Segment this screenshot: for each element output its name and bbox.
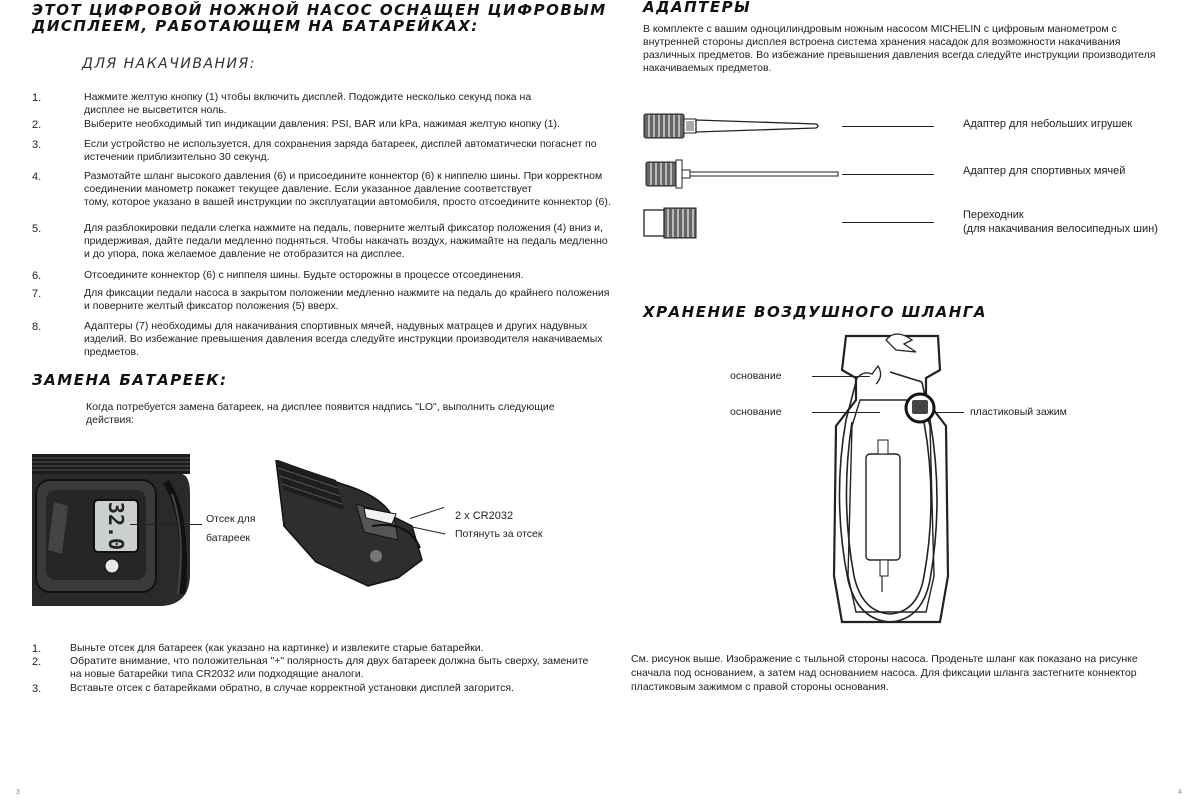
label-base-2: основание xyxy=(730,406,782,418)
label-plastic-clip: пластиковый зажим xyxy=(970,406,1067,418)
step-number: 7. xyxy=(32,288,42,300)
step-text-line: придерживая, дайте педали медленно подняться. Чтобы накачать воздух, нажимайте на педаль медленно xyxy=(84,235,608,247)
step-text-line: Размотайте шланг высокого давления (6) и присоедините коннектор (6) к ниппелю шины. При корректном xyxy=(84,170,603,182)
bike-adapter-label-line-1: Переходник xyxy=(963,209,1024,221)
label-battery-compartment-line-2: батареек xyxy=(206,532,251,544)
adapters-intro-line: В комплекте с вашим одноцилиндровым ножным насосом MICHELIN с цифровым манометром с xyxy=(643,23,1117,35)
adapter-small-toys-illustration xyxy=(642,108,822,144)
step-text-line: и до упора, пока желаемое давление не отобразится на дисплее. xyxy=(84,248,405,260)
step-text-line: соединении манометр покажет текущее давление. Если указанное давление соответствует xyxy=(84,183,532,195)
label-pull-compartment: Потянуть за отсек xyxy=(455,528,543,540)
battery-step-number: 1. xyxy=(32,643,42,655)
bike-adapter-label-line-2: (для накачивания велосипедных шин) xyxy=(963,223,1158,235)
hose-text-line: пластиковым зажимом с правой стороны основания. xyxy=(631,681,889,693)
battery-compartment-photo xyxy=(272,460,428,590)
step-text-line: Если устройство не используется, для сохранения заряда батареек, дисплей автоматически погаснет по xyxy=(84,138,597,150)
battery-step-text-line: Обратите внимание, что положительная "+" полярность для двух батареек должна быть сверху, замените xyxy=(70,655,589,667)
step-text-line: и поверните желтый фиксатор положения (5) вверх. xyxy=(84,300,339,312)
leader-line-base-1 xyxy=(812,376,870,377)
step-text-line: тому, которое указано в вашей инструкции по эксплуатации автомобиля, просто отсоедините коннектор (6). xyxy=(84,196,611,208)
leader-line-compartment xyxy=(130,524,202,525)
adapter-sport-balls-illustration xyxy=(642,158,842,190)
step-text-line: дисплее не высветится ноль. xyxy=(84,104,227,116)
hose-storage-title: ХРАНЕНИЕ ВОЗДУШНОГО ШЛАНГА xyxy=(643,303,987,321)
step-number: 5. xyxy=(32,223,42,235)
leader-line-base-2 xyxy=(812,412,880,413)
battery-section-title: ЗАМЕНА БАТАРЕЕК: xyxy=(32,371,228,389)
step-text-line: Отсоедините коннектор (6) с ниппеля шины. Будьте осторожны в процессе отсоединения. xyxy=(84,269,524,281)
step-text-line: Адаптеры (7) необходимы для накачивания спортивных мячей, надувных матрацев и других надувных xyxy=(84,320,588,332)
battery-step-text-line: Вставьте отсек с батарейками обратно, в случае корректной установки дисплей загорится. xyxy=(70,682,514,694)
bike-adapter-illustration xyxy=(642,204,722,242)
title-line-1: ЭТОТ ЦИФРОВОЙ НОЖНОЙ НАСОС ОСНАЩЕН ЦИФРОВЫМ xyxy=(32,1,607,19)
pump-display-photo xyxy=(32,454,190,606)
step-number: 4. xyxy=(32,171,42,183)
display-reading: 32.0 xyxy=(104,501,128,551)
battery-intro-line-1: Когда потребуется замена батареек, на дисплее появится надпись "LO", выполнить следующие xyxy=(86,401,555,413)
hose-storage-diagram xyxy=(826,330,956,630)
step-number: 3. xyxy=(32,139,42,151)
step-number: 8. xyxy=(32,321,42,333)
inflation-subtitle: ДЛЯ НАКАЧИВАНИЯ: xyxy=(82,56,256,72)
label-battery-type: 2 х CR2032 xyxy=(455,510,514,522)
step-text-line: Для разблокировки педали слегка нажмите на педаль, поверните желтый фиксатор положения (4) вниз и, xyxy=(84,222,603,234)
step-text-line: Нажмите желтую кнопку (1) чтобы включить дисплей. Подождите несколько секунд пока на xyxy=(84,91,532,103)
title-line-2: ДИСПЛЕЕМ, РАБОТАЮЩЕМ НА БАТАРЕЙКАХ: xyxy=(32,17,479,35)
label-battery-compartment-line-1: Отсек для xyxy=(206,513,256,525)
page-number-right: 4 xyxy=(1178,789,1182,796)
step-text-line: предметов. xyxy=(84,346,139,358)
step-number: 6. xyxy=(32,270,42,282)
battery-step-number: 3. xyxy=(32,683,42,695)
step-number: 2. xyxy=(32,119,42,131)
adapters-intro-line: различных предметов. Во избежание превышения давления всегда следуйте инструкции производителя xyxy=(643,49,1156,61)
step-text-line: истечении приблизительно 30 секунд. xyxy=(84,151,270,163)
leader-line-bike xyxy=(842,222,934,223)
adapter-small-toys-label: Адаптер для небольших игрушек xyxy=(963,118,1133,130)
leader-line-small-toys xyxy=(842,126,934,127)
step-text-line: Выберите необходимый тип индикации давления: PSI, BAR или kPa, нажимая желтую кнопку (1). xyxy=(84,118,560,130)
adapters-intro-line: накачиваемых предметов. xyxy=(643,62,772,74)
step-number: 1. xyxy=(32,92,42,104)
hose-text-line: сначала под основанием, а затем над основанием насоса. Для фиксации шланга застегните коннектор xyxy=(631,667,1137,679)
adapters-title: АДАПТЕРЫ xyxy=(643,0,752,16)
battery-intro-line-2: действия: xyxy=(86,414,134,426)
step-text-line: изделий. Во избежание превышения давления всегда следуйте инструкции производителя накачиваемых xyxy=(84,333,603,345)
leader-line-sport-balls xyxy=(842,174,934,175)
battery-step-text-line: Выньте отсек для батареек (как указано на картинке) и извлеките старые батарейки. xyxy=(70,642,484,654)
page-number-left: 3 xyxy=(16,789,20,796)
leader-line-clip xyxy=(934,412,964,413)
adapter-sport-balls-label: Адаптер для спортивных мячей xyxy=(963,165,1126,177)
hose-text-line: См. рисунок выше. Изображение с тыльной стороны насоса. Проденьте шланг как показано на рисунке xyxy=(631,653,1138,665)
battery-step-text-line: на новые батарейки типа CR2032 или подходящие аналоги. xyxy=(70,668,364,680)
label-base-1: основание xyxy=(730,370,782,382)
adapters-intro-line: внутренней стороны дисплея встроена система хранения насадок для возможности накачивания xyxy=(643,36,1121,48)
battery-step-number: 2. xyxy=(32,656,42,668)
step-text-line: Для фиксации педали насоса в закрытом положении медленно нажмите на педаль до крайнего положения xyxy=(84,287,610,299)
